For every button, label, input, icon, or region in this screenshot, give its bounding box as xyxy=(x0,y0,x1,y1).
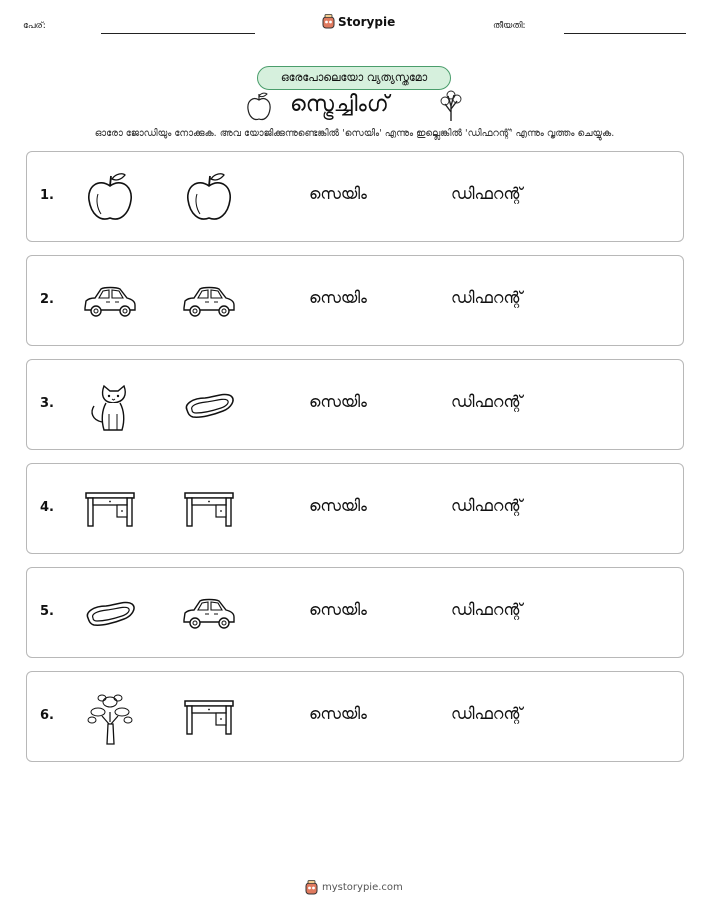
brand-name: Storypie xyxy=(338,14,396,29)
desk-icon xyxy=(181,690,237,746)
car-icon xyxy=(181,586,237,642)
cat-icon xyxy=(82,378,138,434)
car-icon xyxy=(181,274,237,330)
rubber-band-icon xyxy=(82,586,138,642)
name-label: പേര്: xyxy=(23,21,46,31)
question-number: 1. xyxy=(40,188,54,203)
instructions: ഓരോ ജോഡിയും നോക്കുക. അവ യോജിക്കുന്നുണ്ടെങ്കിൽ 'സെയിം' എന്നും ഇല്ലെങ്കിൽ 'ഡിഫറന്റ്' എന്നും വൃത്തം ചെയ്യുക. xyxy=(94,128,615,139)
footer xyxy=(305,880,403,895)
same-option[interactable]: സെയിം xyxy=(309,184,367,203)
question-row xyxy=(26,151,684,242)
different-option[interactable]: ഡിഫറന്റ് xyxy=(451,288,523,307)
tree-icon xyxy=(438,90,464,122)
apple-icon xyxy=(181,170,237,226)
date-label: തീയതി: xyxy=(493,21,526,31)
date-line[interactable] xyxy=(564,33,686,34)
question-number: 6. xyxy=(40,708,54,723)
question-number: 3. xyxy=(40,396,54,411)
same-option[interactable]: സെയിം xyxy=(309,288,367,307)
category-tag-label: ഒരേപോലെയോ വ്യത്യസ്തമോ xyxy=(280,71,428,84)
question-number: 2. xyxy=(40,292,54,307)
different-option[interactable]: ഡിഫറന്റ് xyxy=(451,600,523,619)
worksheet-title: സ്ട്രെച്ചിംഗ് xyxy=(290,92,389,117)
different-option[interactable]: ഡിഫറന്റ് xyxy=(451,392,523,411)
question-number: 4. xyxy=(40,500,54,515)
same-option[interactable]: സെയിം xyxy=(309,392,367,411)
tree-icon xyxy=(82,690,138,746)
question-row xyxy=(26,567,684,658)
question-row xyxy=(26,463,684,554)
apple-icon xyxy=(245,92,273,122)
title-row xyxy=(0,90,709,124)
car-icon xyxy=(82,274,138,330)
different-option[interactable]: ഡിഫറന്റ് xyxy=(451,496,523,515)
same-option[interactable]: സെയിം xyxy=(309,600,367,619)
question-row xyxy=(26,359,684,450)
category-tag xyxy=(257,66,451,90)
same-option[interactable]: സെയിം xyxy=(309,704,367,723)
name-line[interactable] xyxy=(101,33,255,34)
question-number: 5. xyxy=(40,604,54,619)
brand-logo xyxy=(322,14,395,29)
apple-icon xyxy=(82,170,138,226)
worksheet-header xyxy=(0,14,709,38)
desk-icon xyxy=(82,482,138,538)
question-row xyxy=(26,255,684,346)
storypie-mascot-icon xyxy=(305,880,318,895)
storypie-mascot-icon xyxy=(322,14,335,29)
same-option[interactable]: സെയിം xyxy=(309,496,367,515)
rubber-band-icon xyxy=(181,378,237,434)
different-option[interactable]: ഡിഫറന്റ് xyxy=(451,184,523,203)
desk-icon xyxy=(181,482,237,538)
question-row xyxy=(26,671,684,762)
footer-site[interactable]: mystorypie.com xyxy=(322,882,403,893)
different-option[interactable]: ഡിഫറന്റ് xyxy=(451,704,523,723)
